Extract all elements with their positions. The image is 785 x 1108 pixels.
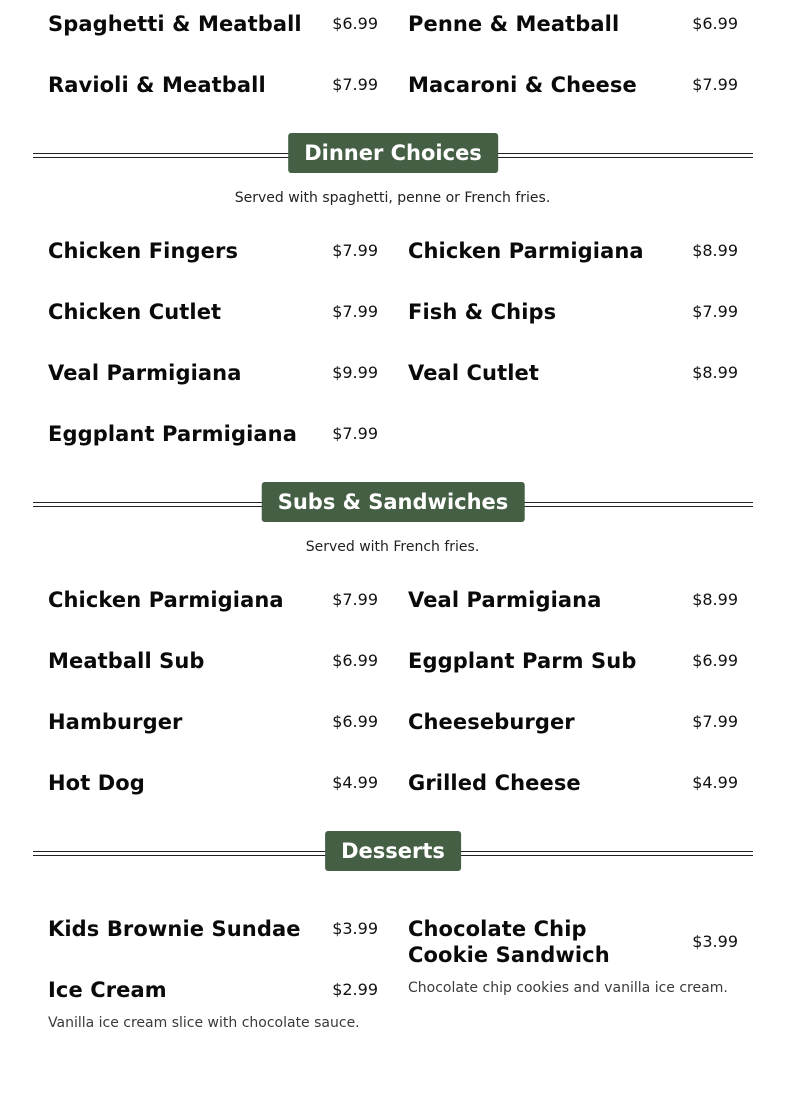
item-price: $7.99: [332, 241, 378, 260]
item-name: Chicken Fingers: [48, 239, 239, 263]
item-price: $6.99: [332, 14, 378, 33]
section-subtitle-dinner: Served with spaghetti, penne or French fries.: [234, 190, 551, 206]
item-name: Ravioli & Meatball: [48, 73, 266, 97]
item-price: $6.99: [332, 651, 378, 670]
item-price: $7.99: [332, 75, 378, 94]
item-price: $7.99: [692, 302, 738, 321]
item-name: Chicken Parmigiana: [408, 239, 644, 263]
item-price: $3.99: [332, 919, 378, 938]
item-price: $7.99: [332, 424, 378, 443]
item-name: Chocolate Chip Cookie Sandwich: [408, 917, 610, 967]
item-name: Hot Dog: [48, 771, 145, 795]
item-price: $6.99: [332, 712, 378, 731]
item-price: $7.99: [332, 302, 378, 321]
item-name: Eggplant Parmigiana: [48, 422, 297, 446]
item-name: Penne & Meatball: [408, 12, 620, 36]
item-name: Veal Cutlet: [408, 361, 540, 385]
item-price: $9.99: [332, 363, 378, 382]
item-name: Cheeseburger: [408, 710, 575, 734]
section-title-desserts: Desserts: [325, 831, 461, 871]
section-title-dinner: Dinner Choices: [288, 133, 498, 173]
item-name: Spaghetti & Meatball: [48, 12, 302, 36]
item-name: Chicken Cutlet: [48, 300, 222, 324]
item-price: $8.99: [692, 590, 738, 609]
item-price: $2.99: [332, 980, 378, 999]
item-name: Macaroni & Cheese: [408, 73, 637, 97]
item-name: Chicken Parmigiana: [48, 588, 284, 612]
item-price: $4.99: [332, 773, 378, 792]
item-price: $4.99: [692, 773, 738, 792]
item-name: Eggplant Parm Sub: [408, 649, 637, 673]
item-price: $3.99: [692, 932, 738, 951]
item-price: $6.99: [692, 14, 738, 33]
section-title-subs: Subs & Sandwiches: [262, 482, 525, 522]
section-subtitle-subs: Served with French fries.: [305, 539, 480, 555]
item-name: Grilled Cheese: [408, 771, 581, 795]
item-price: $7.99: [332, 590, 378, 609]
item-description: Vanilla ice cream slice with chocolate sauce.: [48, 1015, 360, 1031]
item-name: Fish & Chips: [408, 300, 557, 324]
item-name: Veal Parmigiana: [48, 361, 242, 385]
item-price: $7.99: [692, 712, 738, 731]
item-price: $8.99: [692, 363, 738, 382]
item-name: Kids Brownie Sundae: [48, 917, 301, 941]
item-name: Meatball Sub: [48, 649, 205, 673]
item-name: Veal Parmigiana: [408, 588, 602, 612]
item-price: $8.99: [692, 241, 738, 260]
item-description: Chocolate chip cookies and vanilla ice cream.: [408, 980, 728, 996]
item-name: Hamburger: [48, 710, 183, 734]
item-price: $7.99: [692, 75, 738, 94]
item-price: $6.99: [692, 651, 738, 670]
item-name: Ice Cream: [48, 978, 167, 1002]
